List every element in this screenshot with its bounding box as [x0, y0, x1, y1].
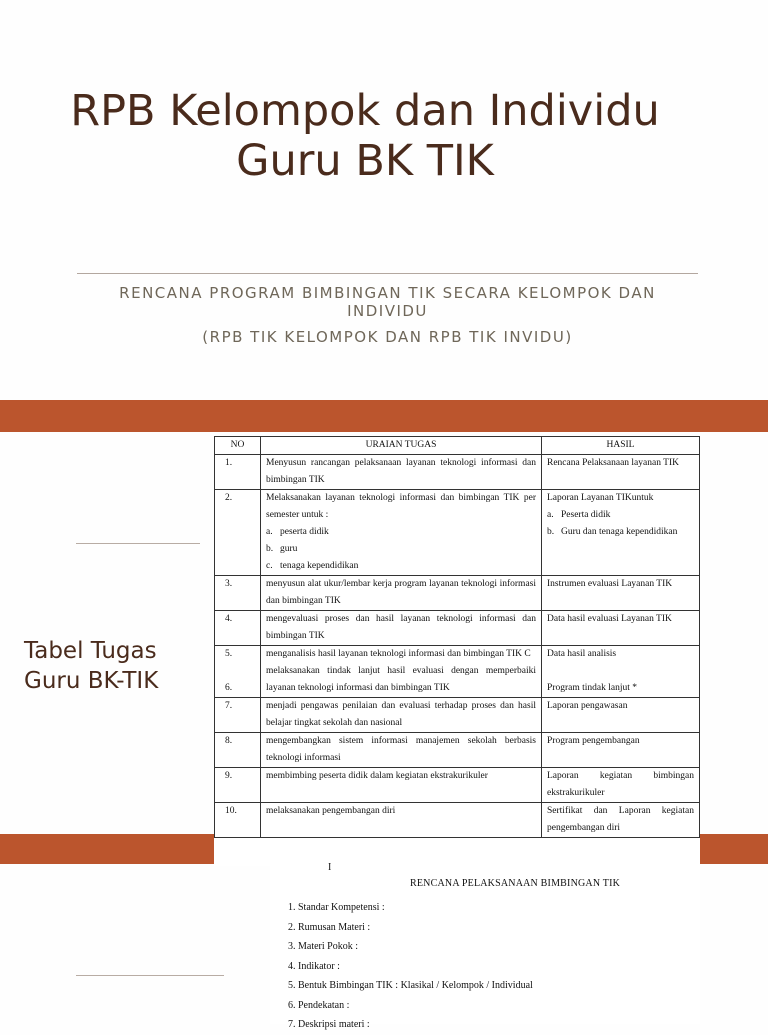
- row-no: [215, 646, 261, 698]
- page-marker: I: [328, 862, 332, 873]
- row-no: 4.: [215, 611, 261, 646]
- row-uraian: mengembangkan sistem informasi manajemen sekolah berbasis teknologi informasi: [261, 733, 542, 768]
- row-uraian: menyusun alat ukur/lembar kerja program layanan teknologi informasi dan bimbingan TIK: [261, 576, 542, 611]
- sub-item-marker: a.: [266, 527, 273, 537]
- rpb-heading: RENCANA PELAKSANAAN BIMBINGAN TIK: [410, 878, 621, 889]
- row-hasil: [542, 646, 700, 698]
- sub-item-marker: c.: [266, 561, 273, 571]
- row-hasil: Laporan kegiatan bimbingan ekstrakurikuler: [542, 768, 700, 803]
- title-divider: [77, 273, 698, 274]
- table-row: [215, 698, 700, 733]
- side-divider-upper: [76, 543, 200, 544]
- row-hasil: Program pengembangan: [542, 733, 700, 768]
- row-no: 10.: [215, 803, 261, 838]
- list-item: 5. Bentuk Bimbingan TIK : Klasikal / Kelompok / Individual: [288, 980, 533, 991]
- row-hasil-text: Laporan Layanan TIKuntuk: [547, 493, 654, 503]
- row-no: 3.: [215, 576, 261, 611]
- row-no: 7.: [215, 698, 261, 733]
- scanned-rpb-document: [270, 862, 700, 1030]
- scanned-task-table: [214, 436, 700, 866]
- sub-item: [266, 541, 536, 558]
- row-hasil: Sertifikat dan Laporan kegiatan pengembangan diri: [542, 803, 700, 838]
- row-hasil: Laporan pengawasan: [542, 698, 700, 733]
- table-row: [215, 611, 700, 646]
- row-uraian: mengevaluasi proses dan hasil layanan teknologi informasi dan bimbingan TIK: [261, 611, 542, 646]
- section-label-line1: Tabel Tugas: [24, 638, 157, 664]
- row-hasil-second: Program tindak lanjut *: [547, 683, 637, 693]
- sub-item-text: peserta didik: [280, 527, 329, 537]
- row-hasil: Data hasil evaluasi Layanan TIK: [542, 611, 700, 646]
- subtitle-line2: (RPB TIK KELOMPOK DAN RPB TIK INVIDU): [202, 328, 573, 346]
- list-item: 7. Deskripsi materi :: [288, 1019, 370, 1030]
- rpb-item-list: [288, 898, 533, 1035]
- sub-item-marker: b.: [547, 527, 555, 537]
- row-uraian: Menyusun rancangan pelaksanaan layanan teknologi informasi dan bimbingan TIK: [261, 455, 542, 490]
- slide-subtitle: [77, 284, 698, 346]
- accent-band-top: [0, 400, 768, 432]
- table-header-row: [215, 437, 700, 455]
- sub-item: [547, 507, 694, 524]
- table-row: [215, 803, 700, 838]
- sub-item-text: guru: [280, 544, 298, 554]
- sub-item-marker: b.: [266, 544, 274, 554]
- slide-title: [0, 86, 730, 186]
- row-no: 2.: [215, 490, 261, 576]
- list-item: 4. Indikator :: [288, 960, 340, 972]
- row-no: 1.: [215, 455, 261, 490]
- side-divider-lower: [76, 975, 224, 976]
- row-uraian: [261, 646, 542, 698]
- row-uraian: [261, 490, 542, 576]
- section-label: [24, 636, 158, 696]
- row-uraian: melaksanakan pengembangan diri: [261, 803, 542, 838]
- row-uraian: membimbing peserta didik dalam kegiatan ekstrakurikuler: [261, 768, 542, 803]
- row-hasil: Rencana Pelaksanaan layanan TIK: [542, 455, 700, 490]
- table-row: [215, 490, 700, 576]
- row-uraian-text: Melaksanakan layanan teknologi informasi dan bimbingan TIK per semester untuk :: [266, 493, 536, 520]
- row-hasil: Instrumen evaluasi Layanan TIK: [542, 576, 700, 611]
- section-label-line2: Guru BK-TIK: [24, 668, 159, 694]
- sub-item: [547, 524, 694, 541]
- row-no: 8.: [215, 733, 261, 768]
- row-no-first: 5.: [225, 649, 233, 659]
- header-hasil: HASIL: [542, 437, 700, 455]
- list-item: 3. Materi Pokok :: [288, 941, 358, 952]
- sub-item-text: tenaga kependidikan: [280, 561, 359, 571]
- sub-item-marker: a.: [547, 510, 554, 520]
- row-no-second: 6.: [225, 683, 233, 693]
- list-item: 1. Standar Kompetensi :: [288, 902, 385, 913]
- table-row: [215, 646, 700, 698]
- sub-item: [266, 558, 536, 575]
- table-row: [215, 768, 700, 803]
- list-item: 6. Pendekatan :: [288, 999, 350, 1011]
- row-hasil-first: Data hasil analisis: [547, 649, 617, 659]
- row-no: 9.: [215, 768, 261, 803]
- slide-title-line1: RPB Kelompok dan Individu: [70, 86, 660, 136]
- sub-item: [266, 524, 536, 541]
- subtitle-line1: RENCANA PROGRAM BIMBINGAN TIK SECARA KELOMPOK DAN INDIVIDU: [119, 284, 656, 320]
- sub-item-text: Guru dan tenaga kependidikan: [561, 527, 678, 537]
- sub-item-text: Peserta didik: [561, 510, 611, 520]
- row-uraian-first: menganalisis hasil layanan teknologi informasi dan bimbingan TIK C: [266, 649, 531, 659]
- list-item: 2. Rumusan Materi :: [288, 921, 371, 933]
- row-uraian-second: melaksanakan tindak lanjut hasil evaluasi dengan memperbaiki layanan teknologi informasi dan bimbingan TIK: [266, 666, 536, 693]
- slide-title-line2: Guru BK TIK: [236, 136, 494, 186]
- row-hasil-spacer: [547, 663, 694, 680]
- row-no-spacer: [225, 663, 255, 680]
- header-uraian: URAIAN TUGAS: [261, 437, 542, 455]
- table-row: [215, 455, 700, 490]
- task-table: [214, 436, 700, 838]
- row-hasil: [542, 490, 700, 576]
- row-uraian: menjadi pengawas penilaian dan evaluasi terhadap proses dan hasil belajar tingkat sekolah dan nasional: [261, 698, 542, 733]
- header-no: NO: [215, 437, 261, 455]
- table-row: [215, 576, 700, 611]
- table-row: [215, 733, 700, 768]
